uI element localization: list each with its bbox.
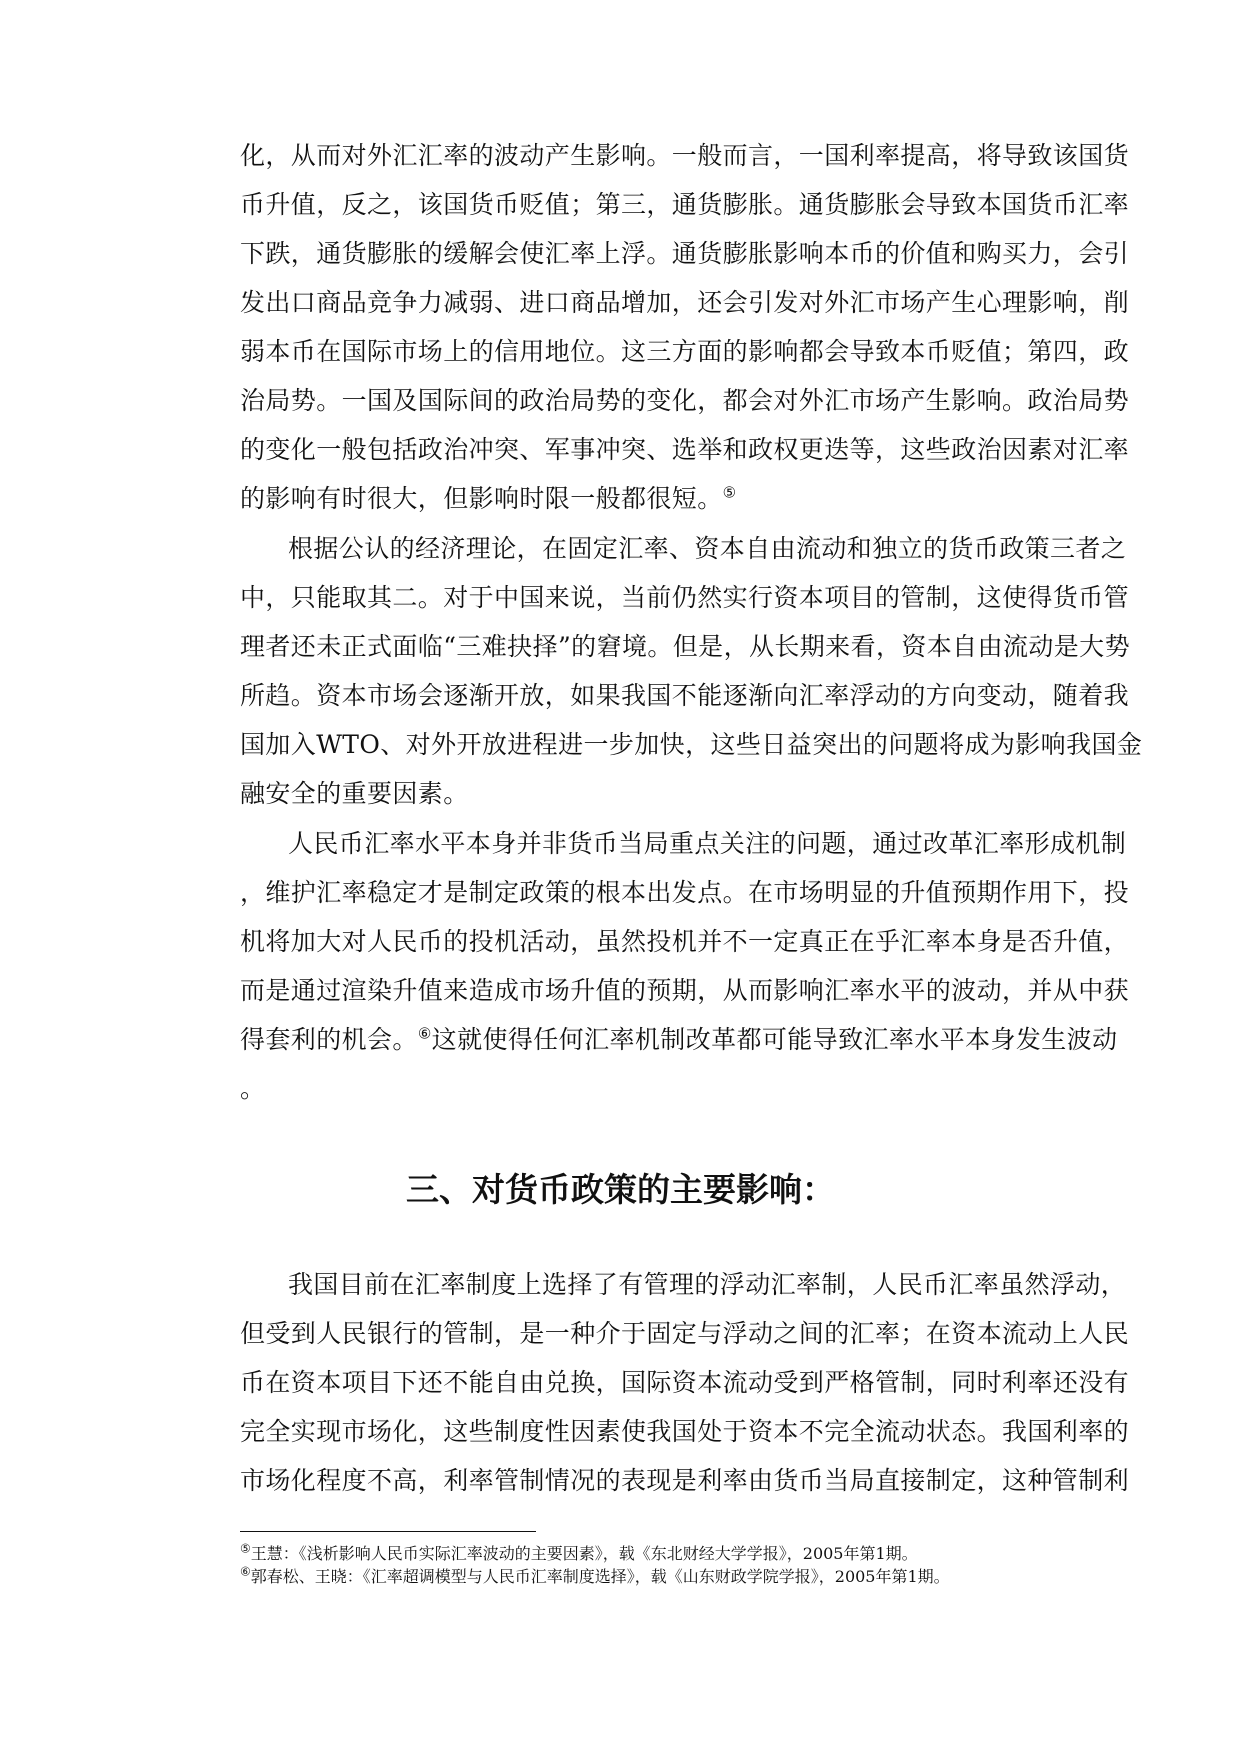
footnote-mark: ⑥ bbox=[240, 1564, 251, 1579]
text-line: 。 bbox=[240, 1074, 266, 1103]
text-line bbox=[240, 484, 736, 514]
text-line: 人民币汇率水平本身并非货币当局重点关注的问题，通过改革汇率形成机制 bbox=[288, 829, 1127, 858]
text-span: 这就使得任何汇率机制改革都可能导致汇率水平本身发生波动 bbox=[431, 1025, 1118, 1054]
text-span: 的影响有时很大，但影响时限一般都很短。 bbox=[240, 484, 723, 513]
text-line: 但受到人民银行的管制，是一种介于固定与浮动之间的汇率；在资本流动上人民 bbox=[240, 1319, 1130, 1348]
text-line: 完全实现市场化，这些制度性因素使我国处于资本不完全流动状态。我国利率的 bbox=[240, 1417, 1130, 1446]
text-line: 国加入WTO、对外开放进程进一步加快，这些日益突出的问题将成为影响我国金 bbox=[240, 730, 1143, 759]
footnote-ref-6[interactable]: ⑥ bbox=[417, 1024, 432, 1043]
text-line: 下跌，通货膨胀的缓解会使汇率上浮。通货膨胀影响本币的价值和购买力，会引 bbox=[240, 239, 1130, 268]
text-line: 理者还未正式面临“三难抉择”的窘境。但是，从长期来看，资本自由流动是大势 bbox=[240, 632, 1130, 661]
text-line: 化，从而对外汇汇率的波动产生影响。一般而言，一国利率提高，将导致该国货 bbox=[240, 141, 1130, 170]
text-line: 中，只能取其二。对于中国来说，当前仍然实行资本项目的管制，这使得货币管 bbox=[240, 583, 1130, 612]
text-line: 弱本币在国际市场上的信用地位。这三方面的影响都会导致本币贬值；第四，政 bbox=[240, 337, 1130, 366]
footnote-mark: ⑤ bbox=[240, 1541, 251, 1556]
text-line: 币升值，反之，该国货币贬值；第三，通货膨胀。通货膨胀会导致本国货币汇率 bbox=[240, 190, 1130, 219]
text-line: 币在资本项目下还不能自由兑换，国际资本流动受到严格管制，同时利率还没有 bbox=[240, 1368, 1130, 1397]
text-line: 根据公认的经济理论，在固定汇率、资本自由流动和独立的货币政策三者之 bbox=[288, 534, 1127, 563]
text-line: 我国目前在汇率制度上选择了有管理的浮动汇率制，人民币汇率虽然浮动， bbox=[288, 1270, 1127, 1299]
text-line: 机将加大对人民币的投机活动，虽然投机并不一定真正在乎汇率本身是否升值， bbox=[240, 927, 1130, 956]
text-line: 市场化程度不高，利率管制情况的表现是利率由货币当局直接制定，这种管制利 bbox=[240, 1466, 1130, 1495]
footnote-text: 郭春松、王晓：《汇率超调模型与人民币汇率制度选择》，载《山东财政学院学报》，2005年第1期。 bbox=[250, 1567, 950, 1586]
text-span: 得套利的机会。 bbox=[240, 1025, 418, 1054]
text-line: 的变化一般包括政治冲突、军事冲突、选举和政权更迭等，这些政治因素对汇率 bbox=[240, 435, 1130, 464]
footnote-5 bbox=[240, 1543, 918, 1565]
text-line: 而是通过渲染升值来造成市场升值的预期，从而影响汇率水平的波动，并从中获 bbox=[240, 976, 1130, 1005]
footnote-divider bbox=[240, 1531, 536, 1532]
text-line: 治局势。一国及国际间的政治局势的变化，都会对外汇市场产生影响。政治局势 bbox=[240, 386, 1130, 415]
footnote-ref-5[interactable]: ⑤ bbox=[722, 483, 737, 502]
footnote-text: 王慧：《浅析影响人民币实际汇率波动的主要因素》，载《东北财经大学学报》，2005年第1期。 bbox=[250, 1544, 918, 1563]
text-line: 发出口商品竞争力减弱、进口商品增加，还会引发对外汇市场产生心理影响，削 bbox=[240, 288, 1130, 317]
text-line bbox=[240, 1025, 1117, 1055]
footnote-6 bbox=[240, 1566, 950, 1588]
text-line: 融安全的重要因素。 bbox=[240, 779, 469, 808]
text-line: ，维护汇率稳定才是制定政策的根本出发点。在市场明显的升值预期作用下，投 bbox=[240, 878, 1130, 907]
section-heading: 三、对货币政策的主要影响： bbox=[406, 1170, 835, 1209]
text-line: 所趋。资本市场会逐渐开放，如果我国不能逐渐向汇率浮动的方向变动，随着我 bbox=[240, 681, 1130, 710]
